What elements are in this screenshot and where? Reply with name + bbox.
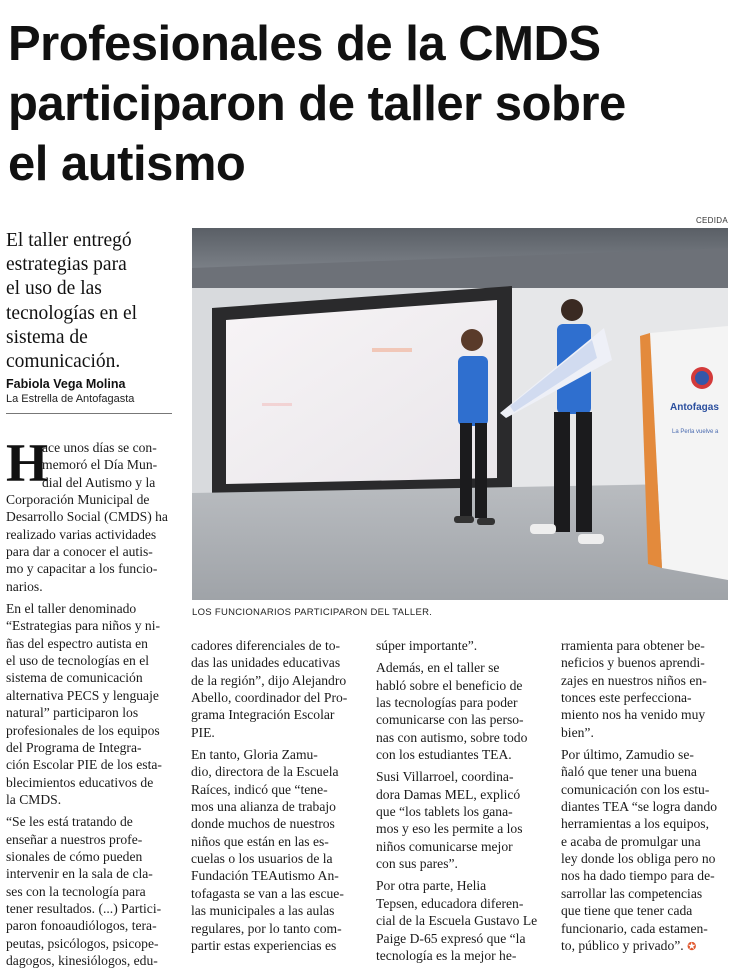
body-line: el uso de tecnologías en el — [6, 653, 150, 669]
body-line: que tiene que tener cada — [561, 903, 693, 919]
outlet-name: La Estrella de Antofagasta — [6, 393, 135, 405]
body-line: sionales de cómo pueden — [6, 848, 143, 864]
body-line: con los estudiantes TEA. — [376, 747, 512, 763]
body-line: sistema de comunicación — [6, 670, 143, 686]
body-line: regulares, por lo tanto com- — [191, 920, 342, 936]
body-line: mos y eso les permite a los — [376, 821, 523, 837]
body-line: nas con autismo, sobre todo — [376, 729, 528, 745]
deck-line: comunicación. — [6, 351, 121, 373]
body-line: cadores diferenciales de to- — [191, 638, 341, 653]
headline-line: Profesionales de la CMDS — [8, 17, 601, 71]
article-headline — [8, 14, 728, 194]
podium-sign-text: Antofagas — [670, 402, 719, 413]
body-line: En el taller denominado — [6, 601, 137, 617]
body-line: Desarrollo Social (CMDS) ha — [6, 509, 168, 525]
body-line: En tanto, Gloria Zamu- — [191, 747, 318, 763]
body-line: bien”. — [561, 724, 594, 740]
article-deck — [6, 229, 178, 374]
body-line: Fundación TEAutismo An- — [191, 868, 339, 884]
body-line: de la región”, dijo Alejandro — [191, 672, 347, 688]
body-column-4 — [561, 637, 731, 954]
headline-line: el autismo — [8, 137, 246, 191]
body-line: tonces este perfecciona- — [561, 690, 692, 706]
body-line: dagogos, kinesiólogos, edu- — [6, 952, 158, 968]
body-line: cial de la Escuela Gustavo Le — [376, 913, 538, 929]
body-line: intervenir en la sala de cla- — [6, 866, 153, 882]
body-line: dio, directora de la Escuela — [191, 764, 339, 780]
byline-divider — [6, 413, 172, 414]
body-line: ñas del espectro autista en — [6, 635, 148, 651]
body-line: ley donde los obliga pero no — [561, 851, 716, 867]
body-line: rramienta para obtener be- — [561, 638, 705, 653]
body-line: Tepsen, educadora diferen- — [376, 895, 524, 911]
body-line: PIE. — [191, 724, 215, 740]
podium-sign-subtext: La Perla vuelve a — [672, 429, 719, 435]
body-line: peutas, psicólogos, psicope- — [6, 935, 159, 951]
deck-line: tecnologías en el — [6, 302, 138, 324]
deck-line: sistema de — [6, 326, 88, 348]
body-line: zajes en nuestros niños en- — [561, 672, 707, 688]
body-line: das las unidades educativas — [191, 655, 341, 671]
body-column-2 — [191, 637, 361, 954]
body-line: del Programa de Integra- — [6, 739, 142, 755]
body-line: Por último, Zamudio se- — [561, 747, 694, 763]
body-column-3 — [376, 637, 546, 964]
body-line: tener resultados. (...) Partici- — [6, 900, 162, 916]
body-line: mos una alianza de trabajo — [191, 799, 336, 815]
body-line: narios. — [6, 578, 43, 594]
body-line: dial del Autismo y la — [42, 474, 156, 490]
body-line: to, público y privado”. ✪ — [561, 937, 697, 953]
body-line: nos ha dado tiempo para de- — [561, 868, 715, 884]
body-line: Abello, coordinador del Pro- — [191, 690, 348, 706]
body-line: ace unos días se con- — [42, 440, 157, 455]
body-line: la CMDS. — [6, 791, 62, 807]
body-line: paron fonoaudiólogos, tera- — [6, 918, 157, 934]
body-line: diantes TEA “se logra dando — [561, 799, 718, 815]
body-line: “Se les está tratando de — [6, 814, 133, 830]
body-line: que “los tablets los gana- — [376, 804, 513, 820]
body-line: Paige D-65 expresó que “la — [376, 930, 526, 946]
body-line: ción Escolar PIE de los esta- — [6, 757, 162, 773]
deck-line: El taller entregó — [6, 230, 132, 251]
body-line: cuelas o los usuarios de la — [191, 851, 333, 867]
body-line: tofagasta se van a las escue- — [191, 885, 344, 901]
body-line: las municipales a las aulas — [191, 903, 335, 919]
body-line: Susi Villarroel, coordina- — [376, 769, 514, 785]
body-line: natural” participaron los — [6, 705, 139, 721]
author-name: Fabiola Vega Molina — [6, 377, 126, 391]
body-line: comunicarse con las perso- — [376, 712, 524, 728]
body-line: las tecnologías para poder — [376, 695, 518, 711]
body-line: para dar a conocer el autis- — [6, 544, 153, 560]
body-line: con sus pares”. — [376, 856, 458, 872]
body-line: miento nos ha venido muy — [561, 707, 706, 723]
body-line: Además, en el taller se — [376, 660, 500, 676]
body-line: neficios y buenos aprendi- — [561, 655, 705, 671]
body-column-1 — [6, 433, 176, 969]
body-line: niños comunicarse mejor — [376, 838, 513, 854]
body-line: e acaba de promulgar una — [561, 833, 701, 849]
body-line: Raíces, indicó que “tene- — [191, 781, 328, 797]
article-photo — [192, 228, 728, 600]
photo-caption: LOS FUNCIONARIOS PARTICIPARON DEL TALLER. — [192, 607, 433, 618]
drop-cap: H — [6, 433, 49, 493]
body-line: profesionales de los equipos — [6, 722, 160, 738]
body-line: niños que están en las es- — [191, 833, 329, 849]
body-line: funcionario, cada estamen- — [561, 920, 708, 936]
body-line: mo y capacitar a los funcio- — [6, 561, 158, 577]
deck-line: estrategias para — [6, 254, 127, 276]
body-line: memoró el Día Mun- — [42, 457, 158, 473]
body-line: súper importante”. — [376, 638, 478, 653]
deck-line: el uso de las — [6, 278, 102, 300]
photo-credit: CEDIDA — [695, 216, 728, 225]
body-line: partir estas experiencias es — [191, 937, 337, 953]
body-line: donde muchos de nuestros — [191, 816, 335, 832]
body-line: habló sobre el beneficio de — [376, 677, 523, 693]
body-line: Corporación Municipal de — [6, 492, 150, 508]
body-line: realizado varias actividades — [6, 526, 157, 542]
end-of-article-icon: ✪ — [687, 940, 697, 953]
headline-line: participaron de taller sobre — [8, 77, 626, 131]
body-line: Por otra parte, Helia — [376, 878, 487, 894]
body-line: enseñar a nuestros profe- — [6, 831, 143, 847]
body-line: sarrollar las competencias — [561, 885, 703, 901]
body-line: ses con la tecnología para — [6, 883, 146, 899]
body-line: blecimientos educativos de — [6, 774, 154, 790]
body-line: tecnología es la mejor he- — [376, 947, 517, 963]
body-line: dora Damas MEL, explicó — [376, 786, 521, 802]
body-line: alternativa PECS y lenguaje — [6, 687, 159, 703]
body-line: grama Integración Escolar — [191, 707, 335, 723]
body-line: comunicación con los estu- — [561, 781, 710, 797]
body-line: “Estrategias para niños y ni- — [6, 618, 161, 634]
body-line: ñaló que tener una buena — [561, 764, 697, 780]
body-line: herramientas a los equipos, — [561, 816, 709, 832]
